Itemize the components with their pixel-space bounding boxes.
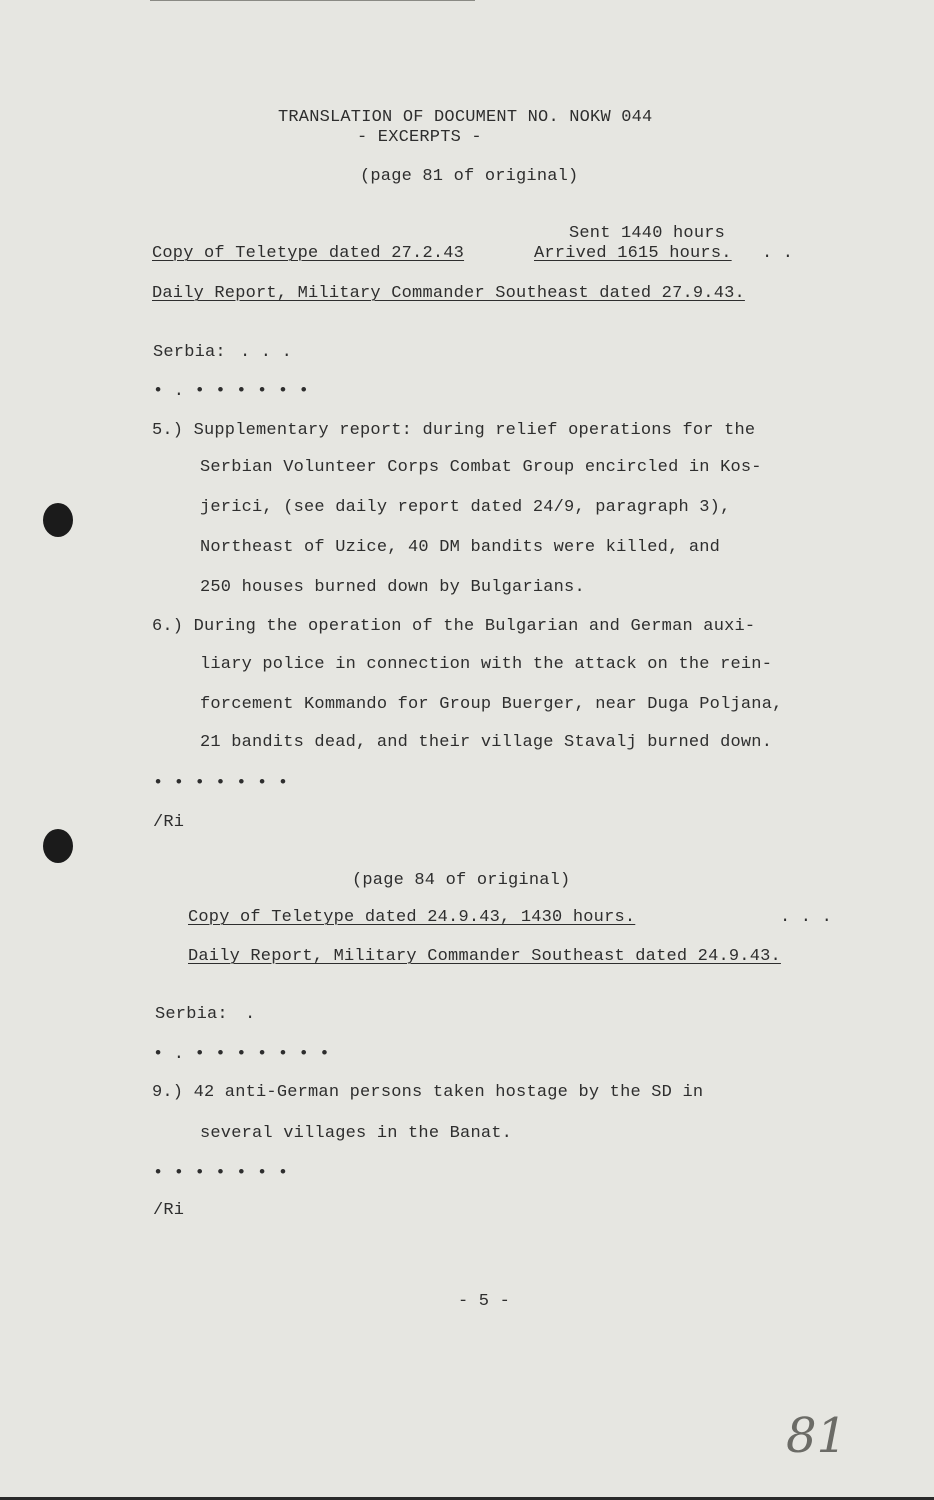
region-label: Serbia: xyxy=(153,343,226,362)
item-5-line: Northeast of Uzice, 40 DM bandits were killed, and xyxy=(200,538,721,557)
top-edge-line xyxy=(150,0,475,1)
page-reference: (page 84 of original) xyxy=(352,871,571,890)
region-dots: . . . xyxy=(240,343,293,362)
omission-dots: • • • • • • • xyxy=(153,1164,289,1183)
document-subtitle: - EXCERPTS - xyxy=(357,128,482,147)
teletype-line: Copy of Teletype dated 24.9.43, 1430 hours. xyxy=(188,908,636,927)
sent-time: Sent 1440 hours xyxy=(569,224,726,243)
document-title: TRANSLATION OF DOCUMENT NO. NOKW 044 xyxy=(278,108,653,127)
item-6-line: 21 bandits dead, and their village Stavalj burned down. xyxy=(200,733,773,752)
item-6-line: 6.) During the operation of the Bulgarian and German auxi- xyxy=(152,617,756,636)
region-label: Serbia: xyxy=(155,1005,228,1024)
page-number: - 5 - xyxy=(458,1292,511,1311)
daily-report-heading: Daily Report, Military Commander Southeast dated 27.9.43. xyxy=(152,284,745,303)
trailing-dots: . . . xyxy=(780,908,833,927)
item-5-line: 250 houses burned down by Bulgarians. xyxy=(200,578,585,597)
punch-hole xyxy=(43,503,73,537)
trailing-dots: . . xyxy=(762,244,794,263)
page-reference: (page 81 of original) xyxy=(360,167,579,186)
item-5-line: jerici, (see daily report dated 24/9, paragraph 3), xyxy=(200,498,731,517)
item-9-line: 9.) 42 anti-German persons taken hostage by the SD in xyxy=(152,1083,704,1102)
punch-hole xyxy=(43,829,73,863)
teletype-line: Copy of Teletype dated 27.2.43 xyxy=(152,244,465,263)
item-5-line: Serbian Volunteer Corps Combat Group encircled in Kos- xyxy=(200,458,762,477)
arrived-time: Arrived 1615 hours. xyxy=(534,244,732,263)
item-6-line: forcement Kommando for Group Buerger, near Duga Poljana, xyxy=(200,695,783,714)
handwritten-page-number: 81 xyxy=(786,1408,848,1464)
item-9-line: several villages in the Banat. xyxy=(200,1124,513,1143)
initials: /Ri xyxy=(153,813,185,832)
daily-report-heading: Daily Report, Military Commander Southeast dated 24.9.43. xyxy=(188,947,781,966)
omission-dots: • . • • • • • • xyxy=(153,382,310,401)
region-dots: . xyxy=(245,1005,256,1024)
item-5-line: 5.) Supplementary report: during relief operations for the xyxy=(152,421,756,440)
item-6-line: liary police in connection with the attack on the rein- xyxy=(200,655,773,674)
omission-dots: • • • • • • • xyxy=(153,774,289,793)
omission-dots: • . • • • • • • • xyxy=(153,1045,330,1064)
initials: /Ri xyxy=(153,1201,185,1220)
